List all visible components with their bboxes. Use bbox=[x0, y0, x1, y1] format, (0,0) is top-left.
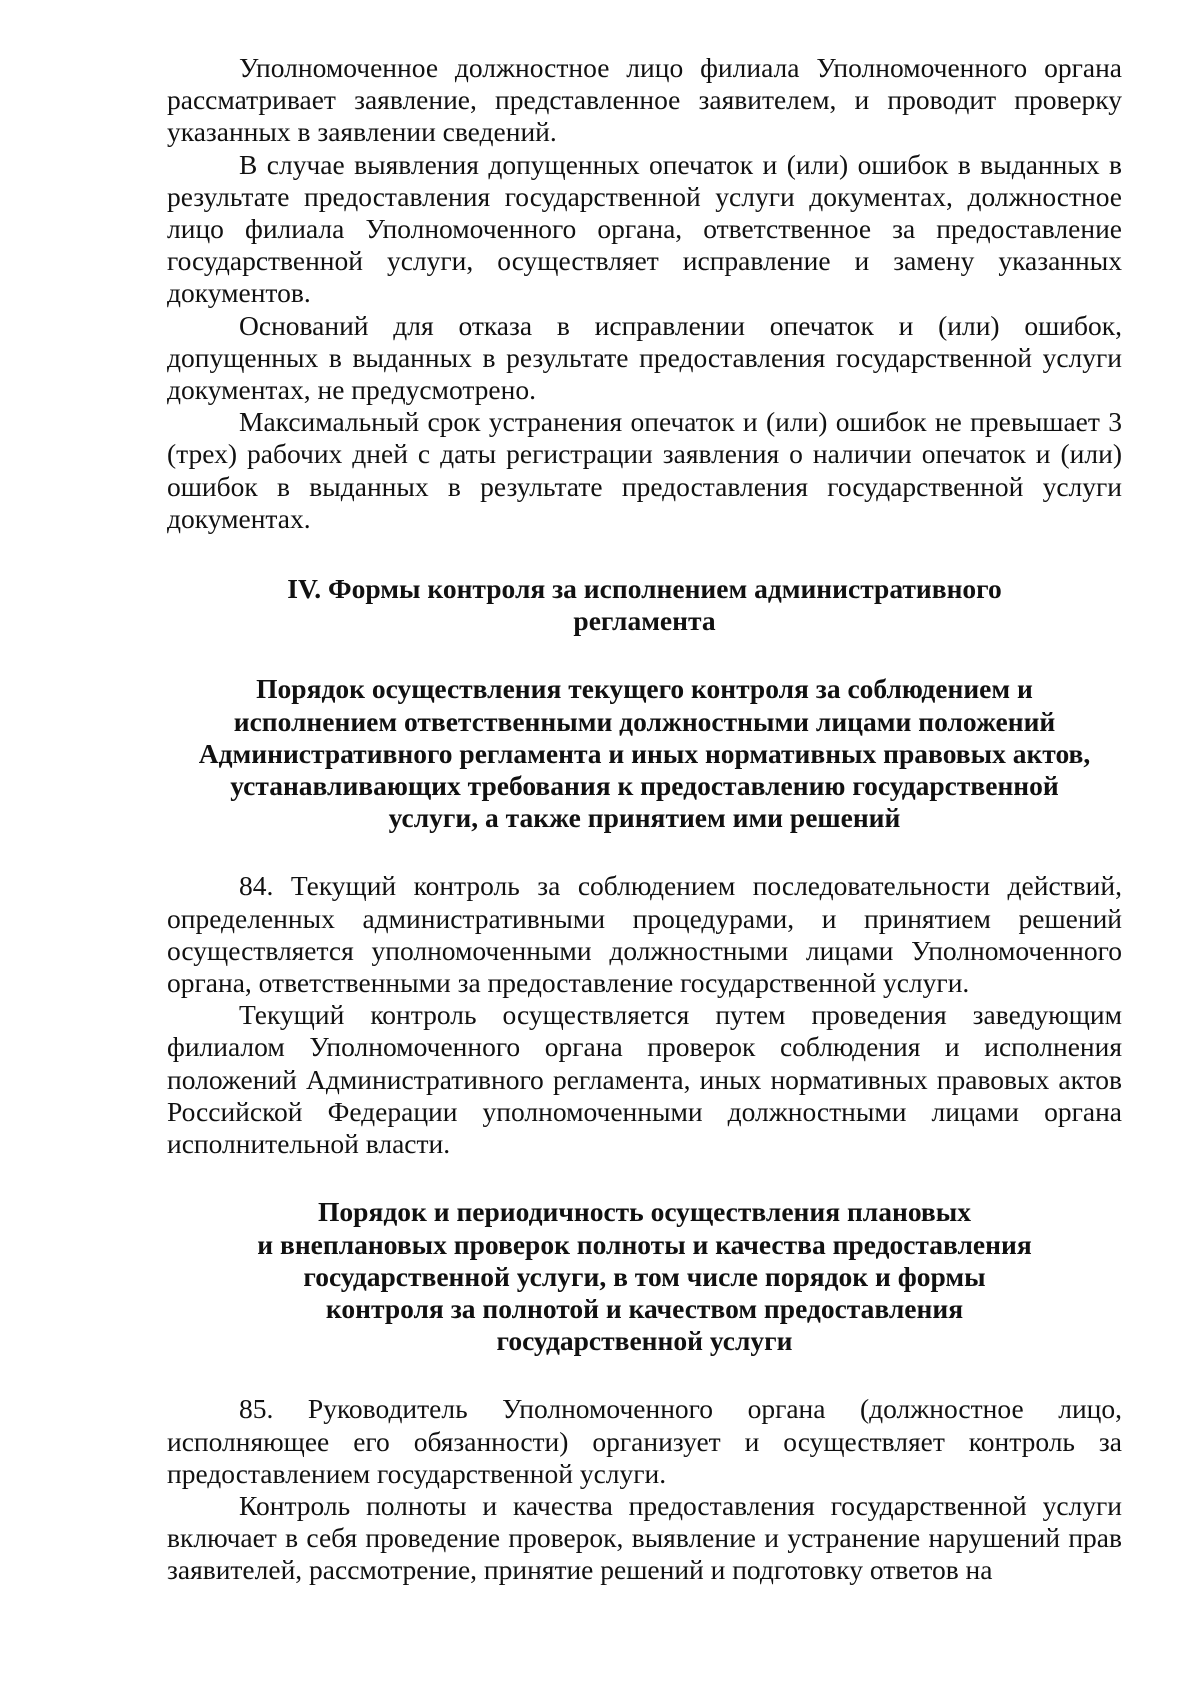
paragraph-no-refusal-grounds: Оснований для отказа в исправлении опечаток и (или) ошибок, допущенных в выданных в результате предоставления государственной услуги документах, не предусмотрено. bbox=[167, 309, 1122, 406]
section-heading-iv: IV. Формы контроля за исполнением административного регламента bbox=[287, 573, 1002, 637]
paragraph-max-correction-term: Максимальный срок устранения опечаток и (или) ошибок не превышает 3 (трех) рабочих дней с даты регистрации заявления о наличии опечаток и (или) ошибок в выданных в результате предоставления государственной услуги документах. bbox=[167, 406, 1122, 534]
paragraph-errors-correction: В случае выявления допущенных опечаток и (или) ошибок в выданных в результате предоставления государственной услуги документах, должностное лицо филиала Уполномоченного органа, ответственное за предоставление государственной услуги, осуществляет исправление и замену указанных документов. bbox=[167, 148, 1122, 309]
subheading-planned-checks: Порядок и периодичность осуществления плановых и внеплановых проверок полноты и качества предоставления государственной услуги, в том числе порядок и формы контроля за полнотой и качеством предоставления государственной услуги bbox=[257, 1196, 1032, 1357]
document-page bbox=[167, 52, 1122, 1587]
subheading-current-control: Порядок осуществления текущего контроля за соблюдением и исполнением ответственными должностными лицами положений Административного регламента и иных нормативных правовых актов, устанавливающих требования к предоставлению государственной услуги, а также принятием ими решений bbox=[198, 673, 1091, 834]
paragraph-quality-control: Контроль полноты и качества предоставления государственной услуги включает в себя проведение проверок, выявление и устранение нарушений прав заявителей, рассмотрение, принятие решений и подготовку ответов на bbox=[167, 1489, 1122, 1586]
paragraph-current-control-method: Текущий контроль осуществляется путем проведения заведующим филиалом Уполномоченного органа проверок соблюдения и исполнения положений Административного регламента, иных нормативных правовых актов Российской Федерации уполномоченными должностными лицами органа исполнительной власти. bbox=[167, 999, 1122, 1160]
paragraph-85: 85. Руководитель Уполномоченного органа (должностное лицо, исполняющее его обязанности) организует и осуществляет контроль за предоставлением государственной услуги. bbox=[167, 1393, 1122, 1489]
paragraph-84: 84. Текущий контроль за соблюдением последовательности действий, определенных административными процедурами, и принятием решений осуществляется уполномоченными должностными лицами Уполномоченного органа, ответственными за предоставление государственной услуги. bbox=[167, 870, 1122, 999]
paragraph-review-application: Уполномоченное должностное лицо филиала Уполномоченного органа рассматривает заявление, представленное заявителем, и проводит проверку указанных в заявлении сведений. bbox=[167, 52, 1122, 148]
